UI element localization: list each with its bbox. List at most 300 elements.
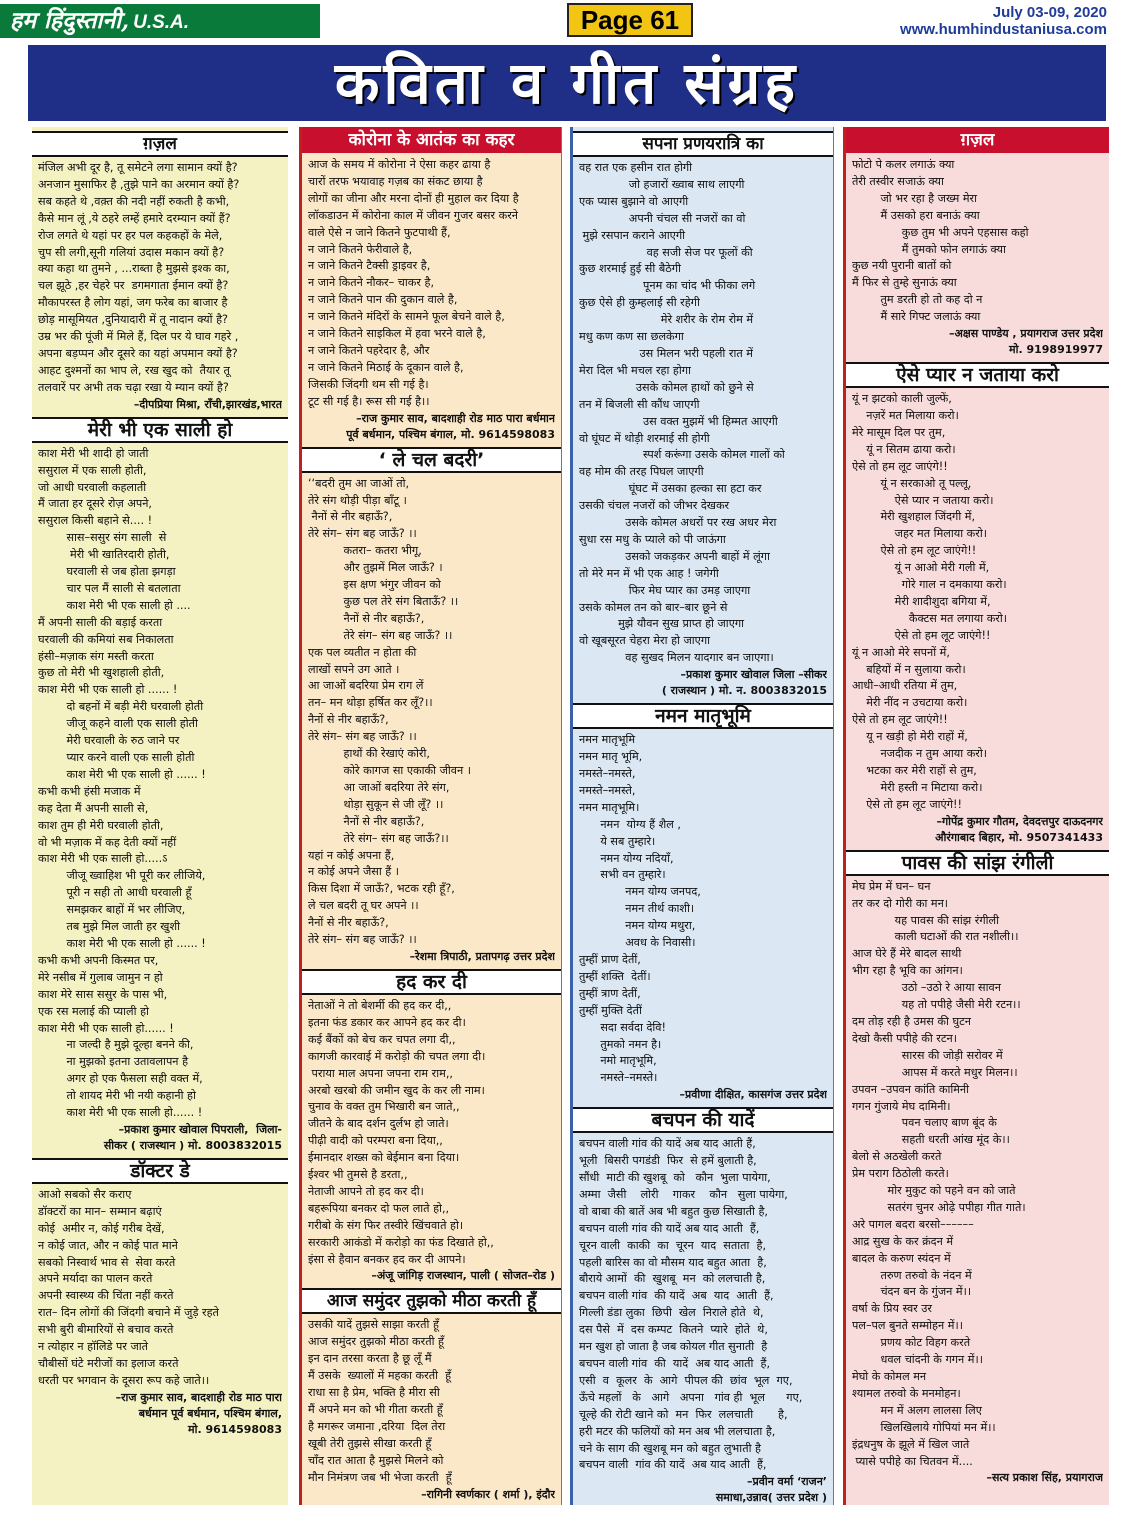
poem-line: राधा सा है प्रेम, भक्ति है मीरा सी <box>308 1386 440 1400</box>
poem-line: ईमानदार शख्स को बेईमान बना दिया। <box>308 1151 460 1165</box>
poem-line: चूल्हे की रोटी खाने को मन फिर ललचाती है, <box>579 1407 788 1421</box>
poem-section <box>302 127 561 443</box>
poem-line: जीजू ख्वाहिश भी पूरी कर लीजिये, <box>38 869 206 883</box>
poem-author: –प्रवीणा दीक्षित, कासगंज उत्तर प्रदेश <box>679 1088 827 1102</box>
poem-line: बादल के करुण स्यंदन में <box>852 1251 951 1265</box>
poem-line: आ जाओं बदरिया प्रेम राग लें <box>308 679 424 693</box>
poem-line: तेरे संग– संग बह जाऊँ? ।। <box>308 933 417 947</box>
poem-line: ‘‘बदरी तुम आ जाओं तो, <box>308 476 410 490</box>
poem-line: एक पल व्यतीत न होता की <box>308 645 417 659</box>
poem-line: न त्योहार न हॉलिडे पर जाते <box>38 1340 149 1354</box>
poem-line: बचपन वाली गांव की यादें अब याद आती हैं, <box>579 1357 771 1370</box>
poem-line: टूट सी गई है। रूस सी गई है।। <box>308 394 430 408</box>
poem-line: कोरे कागज सा एकाकी जीवन । <box>308 764 471 777</box>
poem-line: पूनम का चांद भी फीका लगे <box>579 279 756 293</box>
poem-line: पल–पल बुनते सम्मोहन में।। <box>852 1319 963 1333</box>
poem-line: मौन निमंत्रण जब भी भेजा करती हूँ <box>308 1470 452 1484</box>
poem-line: जीतने के बाद दर्शन दुर्लभ हो जाते। <box>308 1117 449 1131</box>
poem-line: तेरे संग थोड़ी पीड़ा बाँटू । <box>308 493 407 507</box>
poem-section <box>846 850 1109 1487</box>
poem-line: वर्षा के प्रिय स्वर उर <box>852 1302 933 1316</box>
poem-line: वो खूबसूरत चेहरा मेरा हो जाएगा <box>579 634 711 648</box>
poem-line: नमन योग्य मथुरा, <box>579 919 696 933</box>
poem-line: तेरी तस्वीर सजाऊं क्या <box>852 174 944 188</box>
poem-line: धवल चांदनी के गगन में।। <box>852 1353 983 1367</box>
poem-section <box>302 1288 561 1502</box>
poem-line: पूरी न सही तो आधी घरवाली हूँ <box>38 886 192 900</box>
poem-line: अपनी चंचल सी नजरों का वो <box>579 211 746 225</box>
logo-usa: U.S.A. <box>133 12 190 33</box>
poem-line: अरबो खरबो की जमीन खुद के कर ली नाम। <box>308 1083 485 1097</box>
poem-line: पराया माल अपना जपना राम राम,, <box>308 1066 453 1080</box>
poem-section <box>573 703 833 1103</box>
poem-line: काश मेरी भी एक साली हो ...... ! <box>38 767 206 781</box>
poem-line: बेलो से अठखेली करते <box>852 1150 942 1164</box>
poem-line: मुझे यौवन सुख प्राप्त हो जाएगा <box>579 617 745 631</box>
poem-line: उठो –उठो रे आया सावन <box>852 981 1001 995</box>
poem-line: प्रेम पराग ठिठोली करते। <box>852 1167 949 1181</box>
poem-line: तरुण तरुवो के नंदन में <box>852 1268 972 1282</box>
poem-title: मेरी भी एक साली हो <box>32 417 288 443</box>
poem-line: इतना फंड डकार कर आपने हद कर दी। <box>308 1015 466 1029</box>
poem-author: पूर्व बर्धमान, पश्चिम बंगाल, मो. 9614598083 <box>346 427 555 441</box>
poem-author: मो. 9614598083 <box>188 1422 282 1436</box>
poem-line: अनजान मुसाफिर है ,तुझे पाने का अरमान क्यों है? <box>38 177 240 191</box>
poem-line: न जाने कितने मंदिरों के सामने फूल बेचने वाले है, <box>308 310 505 324</box>
poem-line: जो आधी घरवाली कहलाती <box>38 480 147 494</box>
poem-line: नज़रें मत मिलाया करो। <box>852 408 959 422</box>
column-1 <box>32 127 288 1505</box>
poem-line: इंसा से हैवान बनकर हद कर दी आपने। <box>308 1252 466 1266</box>
poem-author: सीकर ( राजस्थान ) मो. 8003832015 <box>103 1138 282 1152</box>
poem-author: –प्रकाश कुमार खोवाल पिपराली, जिला- <box>118 1122 282 1136</box>
poem-line: काश मेरे सास ससुर के पास भी, <box>38 987 168 1001</box>
poem-line: बचपन वाली गांव की यादें अब याद आती हैं, <box>579 1137 756 1151</box>
column-3 <box>570 127 834 1505</box>
poem-line: सभी बुरी बीमारियों से बचाव करते <box>38 1323 174 1337</box>
section-banner: कविता व गीत संग्रह <box>28 45 1106 121</box>
poem-line: इंद्रधनुष के झूले में खिल जाते <box>852 1437 970 1451</box>
poem-line: सरकारी आकंडो में करोड़ो का फंड दिखाते हो,, <box>308 1235 494 1249</box>
poem-line: तन में बिजली सी कौंध जाएगी <box>579 397 700 411</box>
poem-section <box>846 127 1109 358</box>
poem-line: एसी व कूलर के आगे पीपल की छांव भूल गए, <box>579 1373 793 1387</box>
poem-line: लाखों सपने उग आते । <box>308 662 400 676</box>
poem-line: श्यामल तरुवो के मनमोहन। <box>852 1386 961 1400</box>
poem-line: चाँद रात आता है मुझसे मिलने को <box>308 1453 444 1467</box>
poem-line: कई बैंकों को बेच कर चपत लगा दी,, <box>308 1032 456 1046</box>
poem-line: उसके कोमल अधरों पर रख अधर मेरा <box>579 516 777 530</box>
poem-line: कतरा– कतरा भीगू, <box>308 544 422 558</box>
poem-author: –रागिनी स्वर्णकार ( शर्मा ), इंदौर <box>421 1487 555 1501</box>
poem-line: उस मिलन भरी पहली रात में <box>579 346 753 360</box>
poem-line: मेरा दिल भी मचल रहा होगा <box>579 363 691 377</box>
poem-line: अपना बड़प्पन और दूसरे का यहां अपमान क्यों है? <box>38 346 238 360</box>
poem-line: उसकी यादें तुझसे साझा करती हूँ <box>308 1318 439 1332</box>
poem-line: नेताजी आपने तो हद कर दी। <box>308 1184 424 1198</box>
poem-title: आज समुंदर तुझको मीठा करती हूँ <box>302 1288 561 1314</box>
poem-line: तुम्हीं मुक्ति देतीं <box>579 1003 642 1017</box>
poem-line: एक रस मलाई की प्याली हो <box>38 1004 149 1018</box>
header-meta <box>900 4 1107 38</box>
poem-line: वो भी मज़ाक में कह देती क्यों नहीं <box>38 835 177 849</box>
poem-line: वह रात एक हसीन रात होगी <box>579 161 693 174</box>
poem-line: सास–ससुर संग साली से <box>38 531 167 545</box>
poem-line: घूंघट में उसका हल्का सा हटा कर <box>579 482 762 496</box>
poem-line: जिसकी जिंदगी थम सी गई है। <box>308 377 429 391</box>
poem-line: ऐसे प्यार न जताया करो। <box>852 493 994 507</box>
poem-line: अगर हो एक फैसला सही वक्त में, <box>38 1072 203 1086</box>
poem-line: नमो मातृभूमि, <box>579 1054 657 1068</box>
poem-line: यू न खड़ी हो मेरी राहों में, <box>852 730 968 744</box>
poem-line: बचपन वाली गांव की यादें अब याद आती हैं, <box>579 1289 774 1303</box>
poem-line: काश मेरी भी एक साली हो .... <box>38 598 191 612</box>
poem-title: कोरोना के आतंक का कहर <box>302 127 561 153</box>
poem-line: प्रणय कोट विहग करते <box>852 1336 971 1350</box>
poem-author: –अक्षस पाण्डेय , प्रयागराज उत्तर प्रदेश <box>948 327 1103 341</box>
poem-author: –राज कुमार साव, बादशाही रोड माठ पारा बर्धमान <box>356 411 555 425</box>
poem-line: काश मेरी भी एक साली हो...... ! <box>38 1106 203 1120</box>
poem-line: कुछ नयी पुरानी बातों को <box>852 259 952 273</box>
poem-title: पावस की सांझ रंगीली <box>846 850 1109 876</box>
poem-line: वह सुखद मिलन यादगार बन जाएगा। <box>579 651 774 665</box>
poem-line: क्या कहा था तुमने , ...राब्ता है मुझसे इश्क का, <box>38 262 230 276</box>
poem-author: –सत्य प्रकाश सिंह, प्रयागराज <box>986 1471 1103 1485</box>
poem-line: उम्र भर की पूंजी में मिले हैं, दिल पर ये घाव गहरे , <box>38 330 239 344</box>
poem-line: आज के समय में कोरोना ने ऐसा कहर ढाया है <box>308 158 491 171</box>
poem-line: मेरी शादीशुदा बगिया में, <box>852 594 991 608</box>
poem-line: कोई अमीर न, कोई गरीब देखें, <box>38 1221 165 1235</box>
poem-line: काश मेरी भी एक साली हो...... ! <box>38 1021 174 1035</box>
poem-line: सब कहते थे ,वक़्त की नदी नहीं रुकती है कभी, <box>38 194 230 208</box>
poem-line: नमन तीर्थ काशी। <box>579 902 695 916</box>
poem-line: ऐसे तो हम लूट जाएंगे!! <box>852 628 991 642</box>
poem-line: फोटो पे कलर लगाऊं क्या <box>852 158 955 171</box>
poem-line: काश मेरी भी एक साली हो.....ऽ <box>38 852 168 866</box>
poem-line: एक प्यास बुझाने वो आएगी <box>579 194 689 208</box>
poem-line: तुम डरती हो तो कह दो न <box>852 293 983 307</box>
poem-line: डॉक्टरों का मान– सम्मान बढ़ाएं <box>38 1204 162 1218</box>
poem-line: ना मुझको इतना उतावलापन है <box>38 1055 189 1069</box>
poem-title: सपना प्रणयरात्रि का <box>573 131 833 157</box>
poem-line: गरीबो के संग फिर तस्वीरे खिंचवाते हो। <box>308 1218 464 1232</box>
poem-line: ना जल्दी है मुझे दूल्हा बनने की, <box>38 1038 194 1052</box>
poem-line: नैनों से नीर बहाऊँ?, <box>308 713 389 727</box>
poem-line: कैसे मान लूं ,ये ठहरे लम्हें हमारे दरम्यान क्यों हैं? <box>38 211 231 225</box>
poem-line: न कोई जात, और न कोई पात माने <box>38 1238 178 1252</box>
poem-line: आधी–आधी रतिया में तुम, <box>852 679 958 693</box>
poem-line: सुधा रस मधु के प्याले को पी जाऊंगा <box>579 532 726 546</box>
poem-line: काश मेरी भी एक साली हो ...... ! <box>38 683 178 697</box>
poem-line: ऐसे तो हम लूट जाएंगे!! <box>852 459 948 473</box>
poem-line: पहली बारिस का वो मौसम याद बहुत आता है, <box>579 1255 767 1269</box>
poem-section <box>302 969 561 1285</box>
poem-line: काली घटाओं की रात नशीली।। <box>852 930 1019 944</box>
poem-line: नमन योग्य हैं शैल , <box>579 817 681 831</box>
poem-line: ऐसे तो हम लूट जाएंगे!! <box>852 797 962 811</box>
poem-line: नमन मातृभूमि। <box>579 800 640 814</box>
poem-line: देखो कैसी पपीहे की रटन। <box>852 1031 957 1045</box>
poem-line: है मगरूर जमाना ,दरिया दिल तेरा <box>308 1419 446 1433</box>
poem-line: नमन मातृ भूमि, <box>579 750 643 764</box>
poem-line: यह पावस की सांझ रंगीली <box>852 913 1000 927</box>
poem-line: वो घूंघट में थोड़ी शरमाई सी होगी <box>579 431 710 445</box>
poem-author: –दीपप्रिया मिश्रा, राँची,झारखंड,भारत <box>133 397 282 411</box>
page-number: Page 61 <box>567 3 693 37</box>
poem-section <box>846 362 1109 846</box>
poem-line: गोरे गाल न दमकाया करो। <box>852 578 1007 592</box>
poem-line: चने के साग की खुशबू मन को बहुत लुभाती है <box>579 1441 761 1455</box>
poem-line: मेरी भी खातिरदारी होती, <box>38 548 170 562</box>
poem-line: उसकी चंचल नजरों को जीभर देखकर <box>579 499 730 513</box>
poem-line: मन खुश हो जाता है जब कोयल गीत सुनाती है <box>579 1340 768 1354</box>
poem-line: कुछ तो मेरी भी खुशहाली होती, <box>38 666 165 680</box>
poem-line: स्पर्श करूंगा उसके कोमल गालों को <box>579 448 785 462</box>
poem-line: कुछ तुम भी अपने एहसास कहो <box>852 225 1029 239</box>
poem-line: चार पल मैं साली से बतलाता <box>38 581 181 595</box>
poem-line: नैनों से नीर बहाऊँ?, <box>308 814 425 828</box>
poem-line: चूरन वाली काकी का चूरन याद सताता है, <box>579 1238 767 1252</box>
poem-line: उसको जकड़कर अपनी बाहों में लूंगा <box>579 549 770 563</box>
poem-line: आद्र सुख के कर क्रंदन में <box>852 1234 954 1248</box>
poem-line: छोड़ मासूमियत ,दुनियादारी में तू नादान क्यों है? <box>38 313 228 327</box>
poem-line: सौंधी माटी की खुशबू को कौन भुला पायेगा, <box>579 1171 771 1185</box>
poem-line: ये सब तुम्हारे। <box>579 834 656 848</box>
poem-line: नेताओं ने तो बेशर्मी की हद कर दी,, <box>308 998 452 1012</box>
poem-line: जीजू कहने वाली एक साली होती <box>38 717 198 731</box>
column-2 <box>299 127 562 1505</box>
poem-line: नमन योग्य नदियाँ, <box>579 851 674 865</box>
poem-line: घरवाली से जब होता झगड़ा <box>38 565 176 579</box>
poem-line: यूं न सितम ढाया करो। <box>852 442 956 456</box>
poem-line: जो हजारों ख्वाब साथ लाएगी <box>579 177 745 191</box>
poem-title: ‘ ले चल बदरी’ <box>302 447 561 473</box>
poem-line: सहती धरती आंख मूंद के।। <box>852 1133 1010 1147</box>
poem-title: बचपन की यादें <box>573 1107 833 1133</box>
poem-line: धरती पर भगवान के दूसरा रूप कहे जाते।। <box>38 1373 210 1387</box>
poem-line: तेरे संग– संग बह जाऊँ? ।। <box>308 628 453 642</box>
poem-line: सबको निस्वार्थ भाव से सेवा करते <box>38 1255 176 1269</box>
poem-line: रात– दिन लोगों की जिंदगी बचाने में जुड़े रहते <box>38 1306 219 1320</box>
poem-line: मेरे शरीर के रोम रोम में <box>579 313 754 327</box>
poem-line: लोगों का जीना और मरना दोनों ही मुहाल कर दिया है <box>308 191 519 205</box>
poem-section <box>32 417 288 1154</box>
poem-line: तलवारें पर अभी तक चढ़ा रखा ये म्यान क्यों है? <box>38 380 229 394</box>
poem-line: मुझे रसपान कराने आएगी <box>579 228 686 242</box>
poem-line: आहट दुश्मनों का भाप ले, रख खुद को तैयार तू <box>38 363 230 377</box>
poem-line: मेरी नींद न उचटाया करो। <box>852 696 968 710</box>
poem-line: नमस्ते–नमस्ते, <box>579 767 636 780</box>
poem-title: ग़ज़ल <box>32 131 288 157</box>
poem-author: –राज कुमार साव, बादशाही रोड माठ पारा <box>115 1390 282 1404</box>
poem-line: वह मोम की तरह पिघल जाएगी <box>579 465 704 479</box>
poem-author: समाधा,उन्नाव( उत्तर प्रदेश ) <box>715 1491 827 1505</box>
poem-line: किस दिशा में जाऊँ?, भटक रही हूँ?, <box>308 882 455 896</box>
poem-author: औरंगाबाद बिहार, मो. 9507341433 <box>935 830 1103 844</box>
poem-line: चारों तरफ भयावाह गज़ब का संकट छाया है <box>308 174 483 188</box>
poem-line: कागजी कारवाई में करोड़ो की चपत लगा दी। <box>308 1049 486 1063</box>
poem-line: नमन योग्य जनपद, <box>579 885 701 899</box>
poem-line: उसके कोमल तन को बार–बार छूने से <box>579 600 728 614</box>
poem-line: तो शायद मेरी भी नयी कहानी हो <box>38 1089 196 1103</box>
logo-text: हम हिंदुस्तानी, <box>10 7 130 34</box>
poem-line: हरी मटर की फलियों को मन अब भी ललचाता है, <box>579 1424 776 1438</box>
poem-line: यूं न झटको काली जुल्फें, <box>852 392 952 406</box>
poem-line: मधु कण कण सा छलकेगा <box>579 330 684 344</box>
poem-line: मेरे नसीब में गुलाब जामुन न हो <box>38 970 163 984</box>
poem-section <box>573 1107 833 1505</box>
poem-line: मेघो के कोमल मन <box>852 1370 927 1383</box>
poem-line: तो मेरे मन में भी एक आह ! जगेगी <box>579 566 719 580</box>
poem-line: अपने मर्यादा का पालन करते <box>38 1272 153 1286</box>
poem-line: चौबीसों घंटे मरीजों का इलाज करते <box>38 1357 179 1370</box>
poem-line: समझकर बाहों में भर लीजिए, <box>38 903 186 917</box>
poem-line: न जाने कितने फेरीवाले है, <box>308 242 413 256</box>
poem-line: ससुराल किसी बहाने से.... ! <box>38 514 153 528</box>
poem-line: उस वक्त मुझमें भी हिम्मत आएगी <box>579 414 778 428</box>
poem-line: तर कर दो गोरी का मन। <box>852 896 949 910</box>
poem-line: नैनों से नीर बहाऊँ?, <box>308 510 393 524</box>
poem-line: मैं तुमको फोन लगाऊं क्या <box>852 242 1006 256</box>
poem-line: ससुराल में एक साली होती, <box>38 463 147 477</box>
poem-line: कभी कभी अपनी किस्मत पर, <box>38 953 159 967</box>
poem-line: अम्मा जैसी लोरी गाकर कौन सुला पायेगा, <box>579 1187 788 1201</box>
poem-line: कुछ पल तेरे संग बिताऊँ? ।। <box>308 594 459 608</box>
poem-line: मंजिल अभी दूर है, तू समेटने लगा सामान क्यों है? <box>38 161 238 174</box>
poem-line: बहियों में न सुलाया करो। <box>852 662 966 676</box>
poem-author: ( राजस्थान ) मो. न. 8003832015 <box>661 684 827 698</box>
poem-line: और तुझमें मिल जाऊँ? । <box>308 561 443 575</box>
poem-line: पीढ़ी वादी को परम्परा बना दिया,, <box>308 1134 443 1148</box>
poem-line: तुम्हीं प्राण देतीं, <box>579 952 641 966</box>
page-header <box>0 0 1135 40</box>
poem-line: न जाने कितने नौकर– चाकर है, <box>308 276 435 290</box>
poem-line: यूं न सरकाओ तू पल्लू, <box>852 476 972 490</box>
poem-line: न जाने कितने पहरेदार है, और <box>308 343 430 357</box>
poem-line: तुम्हीं त्राण देतीं, <box>579 986 641 1000</box>
poem-line: नमस्ते–नमस्ते। <box>579 1071 658 1085</box>
poem-line: चल झूठे ,हर चेहरे पर डगमगाता ईमान क्यों है? <box>38 279 229 293</box>
poem-line: हाथों की रेखाएं कोरी, <box>308 747 430 761</box>
poem-title: डॉक्टर डे <box>32 1158 288 1184</box>
poem-line: वाले ऐसे न जाने कितने फुटपाथी हैं, <box>308 225 451 239</box>
poem-line: यूं न आओ मेरी गली में, <box>852 561 990 575</box>
poem-line: नजदीक न तुम आया करो। <box>852 747 988 761</box>
poem-line: अवध के निवासी। <box>579 936 696 950</box>
poem-line: गगन गुंजाये मेघ दामिनी। <box>852 1099 951 1113</box>
poem-title: ग़ज़ल <box>846 127 1109 153</box>
poem-line: दस पैसे में दस कम्पट कितने प्यारे होते थे, <box>579 1323 768 1337</box>
website-url[interactable]: www.humhindustaniusa.com <box>900 21 1107 38</box>
poem-author: –प्रकाश कुमार खोवाल जिला –सीकर <box>680 668 827 682</box>
poem-author: –अंजू जांगिड़ राजस्थान, पाली ( सोजत–रोड ) <box>371 1269 555 1283</box>
poem-line: ईश्वर भी तुमसे है डरता,, <box>308 1168 408 1182</box>
poem-line: तुमको नमन है। <box>579 1037 662 1051</box>
poem-line: चुनाव के वक्त तुम भिखारी बन जाते,, <box>308 1100 460 1114</box>
poem-line: घरवाली की कमियां सब निकालता <box>38 632 174 646</box>
poem-line: बौराये आमों की खुशबू मन को ललचाती है, <box>579 1272 766 1286</box>
poem-line: वह सजी सेज पर फूलों की <box>579 245 753 259</box>
poem-line: न जाने कितने मिठाई के दूकान वाले है, <box>308 360 464 374</box>
poem-line: काश मेरी भी एक साली हो ...... ! <box>38 936 206 950</box>
poem-line: हंसी–मज़ाक संग मस्ती करता <box>38 649 154 663</box>
poem-line: नैनों से नीर बहाऊँ?, <box>308 611 425 625</box>
poem-section <box>32 131 288 413</box>
poem-line: आ जाओं बदरिया तेरे संग, <box>308 780 450 794</box>
poem-line: न कोई अपने जैसा हैं । <box>308 865 400 879</box>
poem-line: सदा सर्वदा देवि! <box>579 1020 667 1034</box>
poem-line: तब मुझे मिल जाती हर खुशी <box>38 920 180 934</box>
poem-line: आज समुंदर तुझको मीठा करती हूँ <box>308 1335 444 1349</box>
poem-section <box>32 1158 288 1438</box>
column-4 <box>843 127 1109 1505</box>
poem-line: तेरे संग– संग बह जाऊँ? ।। <box>308 730 417 744</box>
poem-line: अरे पागल बदरा बरसो–––––– <box>852 1217 974 1231</box>
poem-line: उसके कोमल हाथों को छुने से <box>579 380 754 394</box>
poem-line: कभी कभी हंसी मजाक में <box>38 784 141 798</box>
poem-line: अपनी स्वास्थ्य की चिंता नहीं करते <box>38 1289 174 1303</box>
poem-section <box>302 447 561 965</box>
poem-author: –रेशमा त्रिपाठी, प्रतापगढ़ उत्तर प्रदेश <box>409 949 555 963</box>
newspaper-logo <box>0 4 320 38</box>
poem-line: मेरे मासूम दिल पर तुम, <box>852 425 946 439</box>
poem-line: मैं सारे गिफ्ट जलाऊं क्या <box>852 310 981 324</box>
poem-line: गिल्ली डंडा लुका छिपी खेल निराले होते थे, <box>579 1306 764 1320</box>
poem-title: नमन मातृभूमि <box>573 703 833 729</box>
poem-line: नमन मातृभूमि <box>579 733 636 747</box>
poem-line: न जाने कितने पान की दुकान वाले है, <box>308 293 458 307</box>
poem-line: थोड़ा सुकून से जी लूँ? ।। <box>308 797 444 811</box>
poem-line: सभी वन तुम्हारे। <box>579 868 666 882</box>
poem-line: जो भर रहा है जख्म मेरा <box>852 191 978 205</box>
poem-author: –प्रवीन वर्मा ‘राजन’ <box>746 1475 827 1489</box>
poem-line: इस क्षण भंगुर जीवन को <box>308 578 441 592</box>
poem-line: मैं अपनी साली की बड़ाई करता <box>38 615 163 629</box>
poem-line: ऐसे तो हम लूट जाएंगे!! <box>852 713 948 727</box>
poem-line: खिलखिलाये गोपियां मन में।। <box>852 1420 996 1434</box>
poem-line: मैं जाता हर दूसरे रोज़ अपने, <box>38 497 152 511</box>
poem-line: रोज लगते थे यहां पर हर पल कहकहों के मेले, <box>38 228 223 242</box>
poem-line: मैं उसको हरा बनाऊं क्या <box>852 208 980 222</box>
poem-section <box>573 131 833 699</box>
poem-line: फिर मेघ प्यार का उमड़ जाएगा <box>579 583 751 597</box>
poem-line: कुछ शरमाई हुई सी बैठेगी <box>579 262 681 276</box>
poem-line: नमस्ते–नमस्ते, <box>579 783 636 797</box>
poem-line: ऐसे तो हम लूट जाएंगे!! <box>852 544 977 558</box>
poem-line: खूबी तेरी तुझसे सीखा करती हूँ <box>308 1436 432 1450</box>
poem-line: आओ सबको सैर कराए <box>38 1187 132 1201</box>
poem-line: भीग रहा है भूवि का आंगन। <box>852 964 963 978</box>
poem-line: काश तुम ही मेरी घरवाली होती, <box>38 818 164 832</box>
poem-line: दम तोड़ रही है उमस की घुटन <box>852 1014 971 1028</box>
poem-line: तुम्हीं शक्ति देतीं। <box>579 969 651 983</box>
poem-line: मेघ प्रेम में घन– घन <box>852 879 931 893</box>
poem-line: पवन चलाए बाण बूंद के <box>852 1116 997 1130</box>
poem-line: कुछ ऐसे ही कुम्हलाई सी रहेगी <box>579 296 700 310</box>
poem-title: हद कर दी <box>302 969 561 995</box>
poem-author: –गोपेंद्र कुमार गौतम, देवदत्तपुर दाऊदनगर <box>936 814 1103 828</box>
poem-line: न जाने कितने साइकिल में हवा भरने वाले है, <box>308 327 486 341</box>
poem-line: प्यार करने वाली एक साली होती <box>38 751 195 764</box>
poem-line: चंदन बन के गुंजन में।। <box>852 1285 972 1299</box>
poem-line: कह देता मैं अपनी साली से, <box>38 801 149 815</box>
poem-line: लॉकडाउन में कोरोना काल में जीवन गुजर बसर करने <box>308 208 518 222</box>
poem-line: मेरी खुशहाल जिंदगी में, <box>852 510 976 524</box>
poem-line: काश मेरी भी शादी हो जाती <box>38 446 149 460</box>
poem-line: कैक्टस मत लगाया करो। <box>852 611 1007 625</box>
poem-line: तेरे संग– संग बह जाऊँ? ।। <box>308 527 417 541</box>
poem-line: यह तो पपीहे जैसी मेरी रटन।। <box>852 998 1021 1012</box>
